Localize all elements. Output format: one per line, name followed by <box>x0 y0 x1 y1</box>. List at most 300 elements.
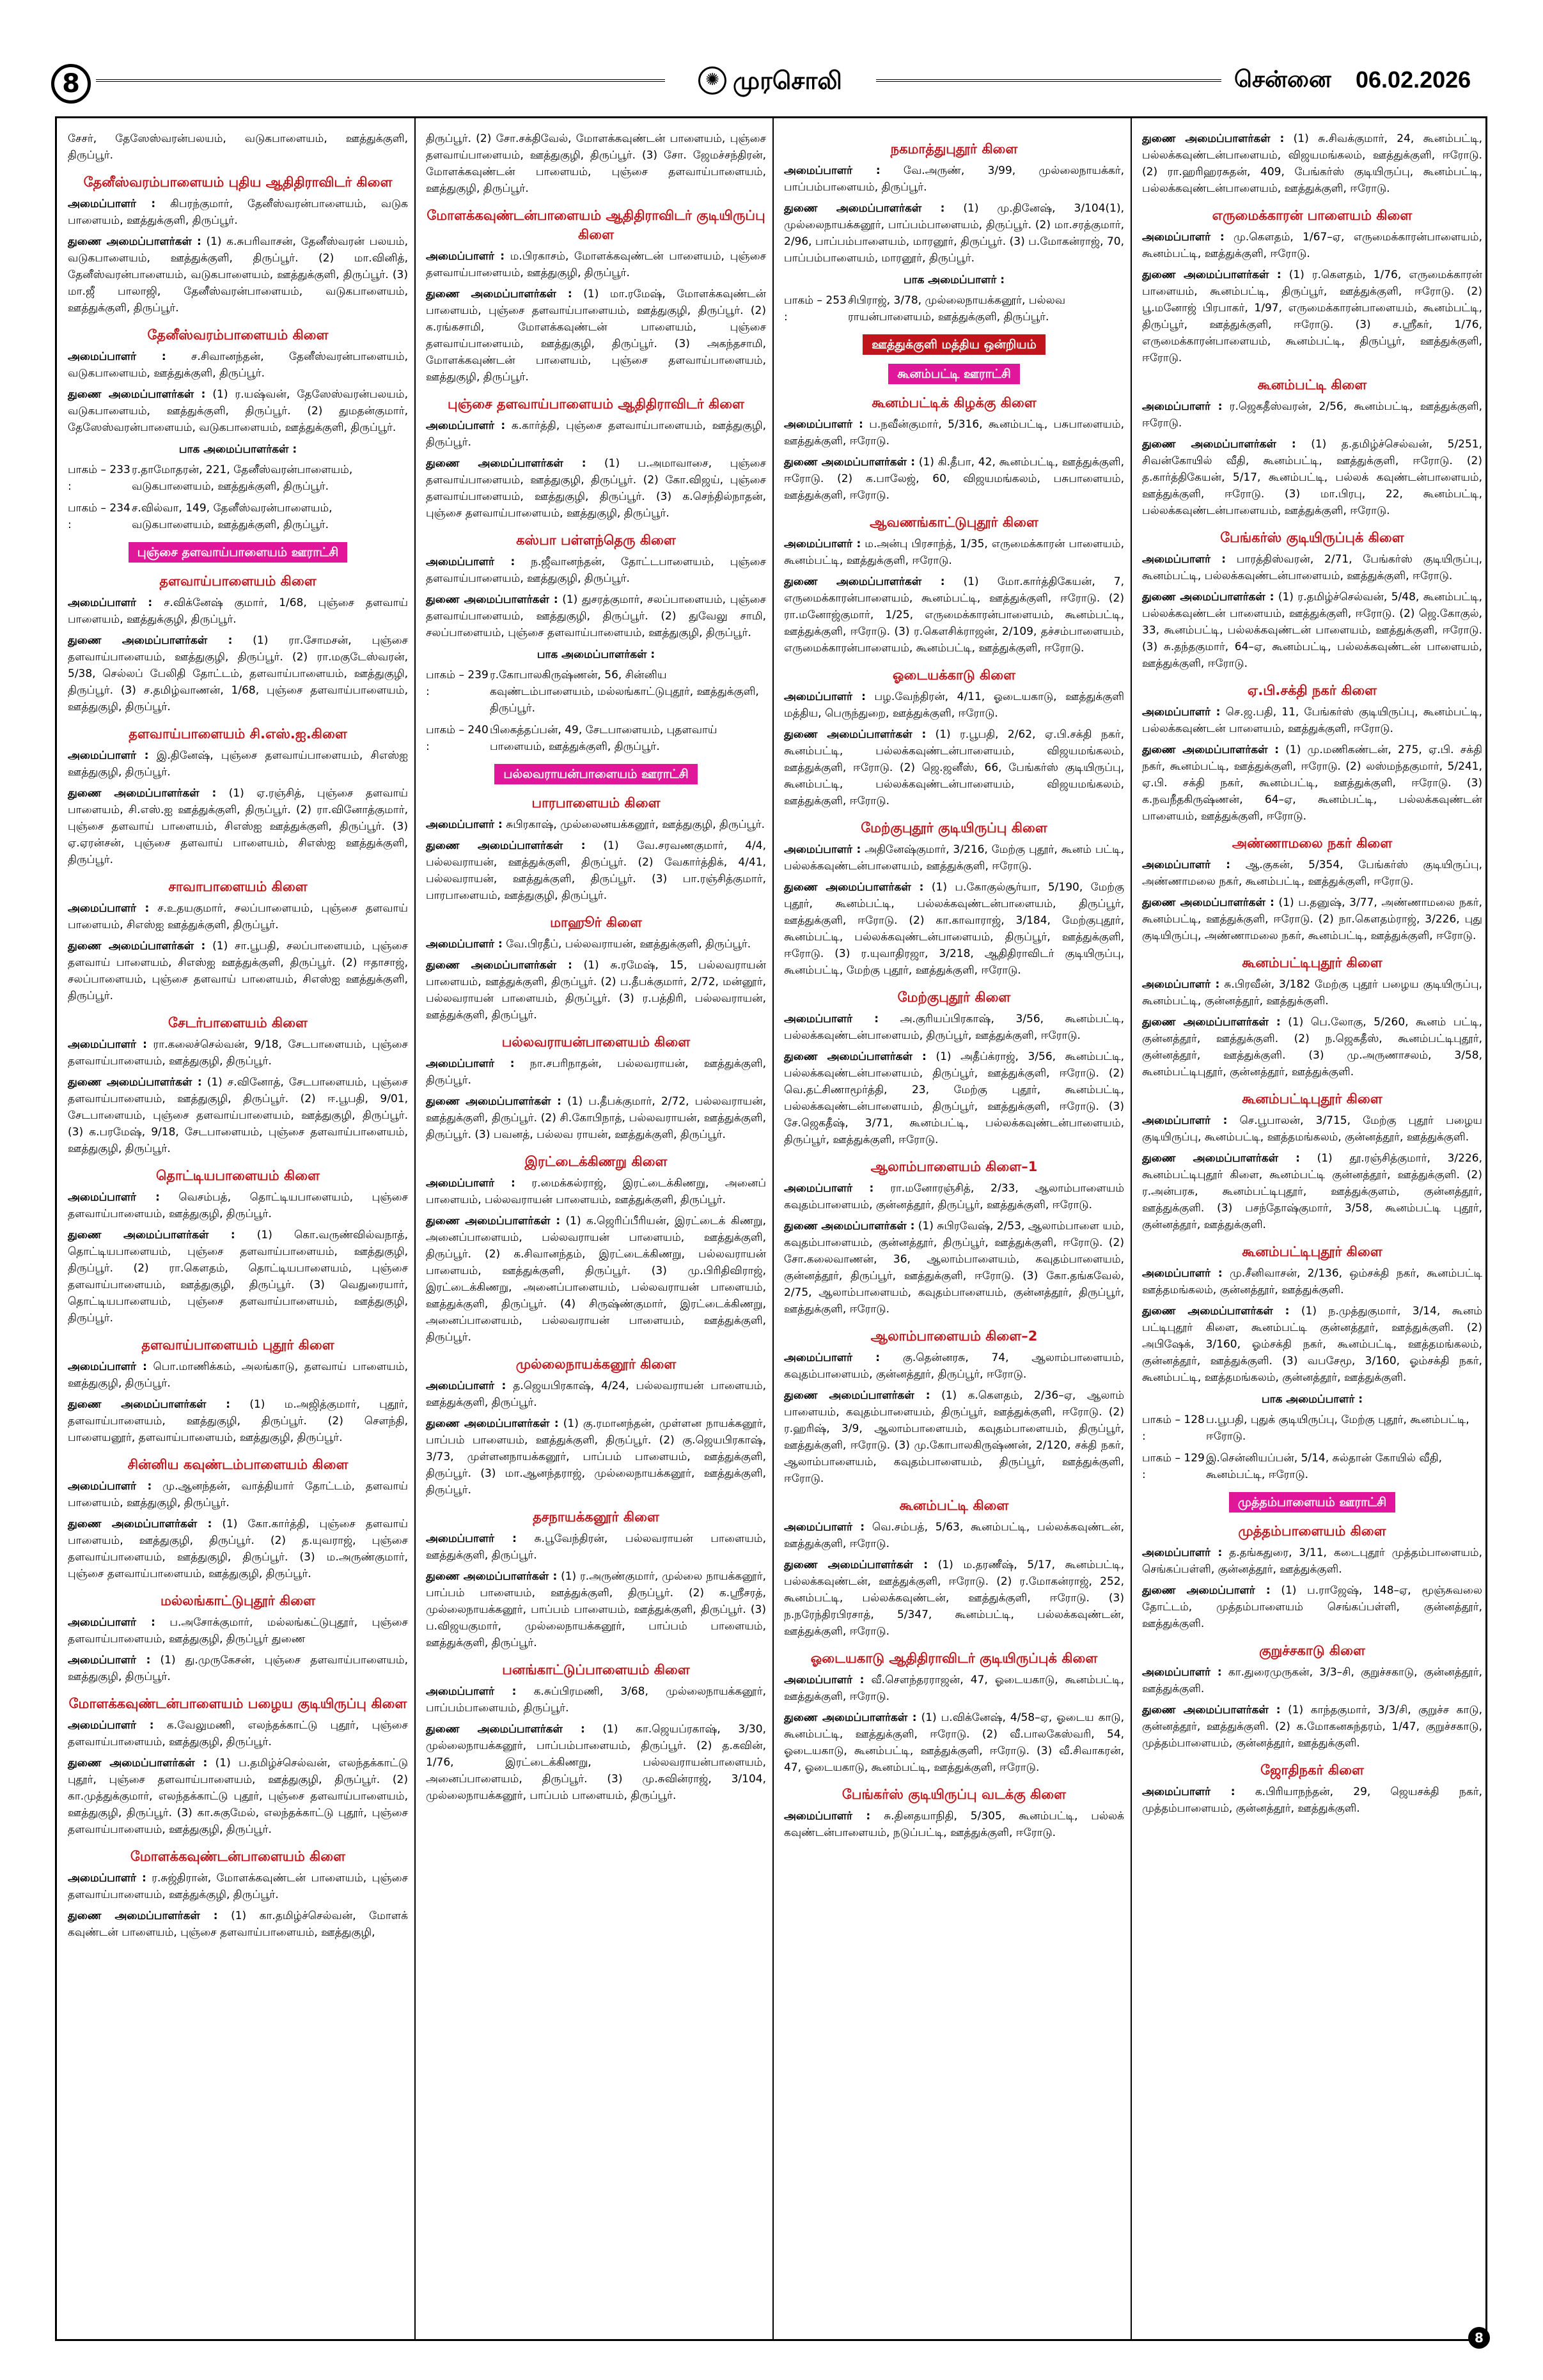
entry-paragraph <box>1142 229 1482 262</box>
booth-details: சிபிராஜ், 3/78, முல்லைநாயக்கனூர், பல்லவ ராயன்பாளையம், ஊத்துக்குளி, திருப்பூர். <box>848 294 1066 323</box>
entry-text: (1) சு.ரமேஷ், 15, பல்லவராயன் பாளையம், ஊத்துக்குளி, திருப்பூர். (2) ப.தீபக்குமார், 2/72, மன்னூர், பல்லவராயன் பாளையம், திருப்பூர். (3) ர.பத்திரி, பல்லவராயன், ஊத்துக்குளி, திருப்பூர். <box>426 959 766 1022</box>
entry-text: (1) த.தமிழ்ச்செல்வன், 5/251, சிவன்கோயில் வீதி, கூனம்பட்டி, ஊத்துக்குளி, ஈரோடு. (2) த.கார்த்திகேயன், 5/17, கூனம்பட்டி, பல்லக் கவுண்டன்பாளையம், ஊத்துக்குளி, ஈரோடு. (3) மா.பிரபு, 22, கூனம்பட்டி, பல்லக்கவுண்டன்பாளையம், ஊத்துக்குளி, ஈரோடு. <box>1142 438 1482 517</box>
branch-heading: பாரபாளையம் கிளை <box>531 795 661 811</box>
entry-paragraph <box>426 1721 766 1804</box>
entry-text: நா.சபரிநாதன், பல்லவராயன், ஊத்துக்குளி, திருப்பூர். <box>426 1057 766 1087</box>
section-banner: பல்லவராயன்பாளையம் ஊராட்சி <box>494 764 697 784</box>
entry-text: வெசம்பத், தொட்டியபாளையம், புஞ்சை தளவாய்பாளையம், ஊத்துகுழி, திருப்பூர். <box>68 1191 408 1220</box>
role-label: துணை அமைப்பாளர்கள் : <box>784 881 924 894</box>
entry-paragraph <box>1142 551 1482 584</box>
entry-paragraph <box>784 1218 1124 1318</box>
entry-paragraph <box>1142 589 1482 672</box>
role-label: அமைப்பாளர் : <box>1142 1785 1235 1798</box>
branch-heading: தொட்டியபாளையம் கிளை <box>155 1168 320 1183</box>
entry-paragraph <box>1142 1265 1482 1298</box>
branch-heading: சாவாபாளையம் கிளை <box>168 879 308 894</box>
role-label: அமைப்பாளர் : <box>68 198 156 210</box>
branch-heading: கூனம்பட்டிபுதூர் கிளை <box>1242 1244 1382 1259</box>
branch-heading: இரட்டைக்கிணறு கிளை <box>524 1154 668 1169</box>
entry-paragraph <box>68 785 408 868</box>
branch-heading: ஓடையக்காடு கிளை <box>892 667 1016 683</box>
entry-text: (1) ம.தரணீஷ், 5/17, கூனம்பட்டி, பல்லக்கவுண்டன், ஊத்துக்குளி, ஈரோடு. (2) ர.மோகன்ராஜ், 252, கூனம்பட்டி, பல்லக்கவுண்டன், ஊத்துக்குளி, ஈரோடு. (3) ந.நரேந்திரபிரசாத், 5/347, கூனம்பட்டி, பல்லக்கவுண்டன், ஊத்துக்குளி, ஈரோடு. <box>784 1559 1124 1638</box>
role-label: அமைப்பாளர் : <box>426 250 505 263</box>
entry-text: (1) துசரத்குமார், சலப்பாளையம், புஞ்சை தளவாய்பாளையம், ஊத்துகுழி, திருப்பூர். (2) துவேலு சாமி, சலப்பாளையம், புஞ்சை தளவாய்பாளையம், ஊத்துகுழி, திருப்பூர். <box>426 593 766 639</box>
booth-details: இ.சென்னியப்பன், 5/14, சுல்தான் கோயில் வீதி, கூனம்பட்டி, ஈரோடு. <box>1206 1452 1442 1481</box>
sub-heading: பாக அமைப்பாளர்கள் : <box>178 443 297 456</box>
branch-heading: தேனீஸ்வரம்பாளையம் புதிய ஆதிதிராவிடர் கிளை <box>83 175 393 190</box>
role-label: அமைப்பாளர் : <box>1142 1114 1228 1127</box>
role-label: துணை அமைப்பாளர்கள் : <box>1142 1305 1290 1318</box>
header-rule-right <box>876 79 1221 82</box>
branch-heading: அண்ணாமலை நகர் கிளை <box>1232 836 1393 851</box>
role-label: துணை அமைப்பாளர்கள் : <box>68 1229 235 1241</box>
page-number-badge: 8 <box>51 64 91 104</box>
branch-heading: கூனம்பட்டிபுதூர் கிளை <box>1242 955 1382 970</box>
branch-heading: மோளக்கவுண்டன்பாளையம் ஆதிதிராவிடர் குடியிருப்பு கிளை <box>427 208 765 242</box>
entry-text: வீ.செளந்தரராஜன், 47, ஓடையகாடு, கூனம்பட்டி, ஊத்துக்குளி, ஈரோடு. <box>784 1674 1124 1703</box>
branch-heading: மோளக்கவுண்டன்பாளையம் கிளை <box>130 1849 346 1864</box>
role-label: துணை அமைப்பாளர்கள் : <box>784 1559 928 1571</box>
masthead-title: முரசொலி <box>733 66 842 95</box>
role-label: அமைப்பாளர் : <box>1142 706 1221 719</box>
entry-paragraph <box>784 454 1124 504</box>
role-label: துணை அமைப்பாளர்கள் : <box>426 1095 561 1108</box>
entry-text: ம.பிரகாசம், மோளக்கவுண்டன் பாளையம், புஞ்சை தளவாய்பாளையம், ஊத்துகுழி, திருப்பூர். <box>426 250 766 279</box>
entry-paragraph <box>68 747 408 781</box>
branch-heading: நகமாத்துபுதூர் கிளை <box>890 141 1018 157</box>
entry-paragraph <box>426 816 766 833</box>
page-header <box>51 64 1492 101</box>
entry-text: க.பிரியாநந்தன், 29, ஜெயசக்தி நகர், முத்தம்பாளையம், குன்னத்தூர், ஊத்துக்குளி. <box>1142 1785 1482 1815</box>
role-label: அமைப்பாளர் : <box>68 1719 154 1732</box>
entry-text: ர.ஜெகதீஸ்வரன், 2/56, கூனம்பட்டி, ஊத்துக்குளி, ஈரோடு. <box>1142 400 1482 430</box>
entry-paragraph <box>784 688 1124 722</box>
entry-paragraph <box>784 1387 1124 1487</box>
role-label: துணை அமைப்பாளர்கள் : <box>68 1757 208 1769</box>
entry-text: (1) து.முருகேசன், புஞ்சை தளவாய்பாளையம், ஊத்துகுழி, திருப்பூர். <box>68 1654 408 1683</box>
role-label: துணை அமைப்பாளர்கள் : <box>784 1220 915 1233</box>
entry-paragraph <box>784 1180 1124 1213</box>
entry-text: (1) ப.தனுஷ், 3/77, அண்ணாமலை நகர், கூனம்பட்டி, ஊத்துக்குளி, ஈரோடு. (2) நா.கௌதம்ராஜ், 3/226, புது குடியிருப்பு, அண்ணாமலை நகர், கூனம்பட்டி, ஊத்துக்குளி, ஈரோடு. <box>1142 896 1482 942</box>
entry-paragraph <box>426 455 766 522</box>
role-label: துணை அமைப்பாளர்கள் : <box>1142 591 1274 603</box>
branch-heading: ஏ.பி.சக்தி நகர் கிளை <box>1247 683 1377 698</box>
role-label: அமைப்பாளர் : <box>1142 231 1225 244</box>
entry-text: (1) சுபிரவேஷ், 2/53, ஆலாம்பாளை யம், கவுதம்பாளையம், குன்னத்தூர், திருப்பூர், ஊத்துக்குளி, ஈரோடு. (2) சோ.கலைவாணன், 36, ஆலாம்பாளையம், கவுதம்பாளையம், குன்னத்தூர், திருப்பூர், ஊத்துக்குளி, ஈரோடு. (3) கோ.தங்கவேல், 2/75, ஆலாம்பாளையம், கவுதம்பாளையம், குன்னத்தூர், திருப்பூர், ஊத்துக்குளி, ஈரோடு. <box>784 1220 1124 1316</box>
role-label: துணை அமைப்பாளர்கள் : <box>784 1050 927 1063</box>
role-label: துணை அமைப்பாளர்கள் : <box>68 634 233 647</box>
role-label: அமைப்பாளர் : <box>1142 400 1223 413</box>
entry-text: (1) கி.தீபா, 42, கூனம்பட்டி, ஊத்துக்குளி, ஈரோடு. (2) க.பாலேஜ், 60, விஜயமங்கலம், பசுபாளையம், ஊத்துக்குளி, ஈரோடு. <box>784 456 1124 502</box>
entry-text: (1) க.சுபரிவாசன், தேனீஸ்வரன் பலயம், வடுகபாளையம், ஊத்துக்குளி, திருப்பூர். (2) மா.வினித், தேனீஸ்வரன்பாளையம், வடுகபாளையம், ஊத்துக்குளி, திருப்பூர். (3) மா.ஜீ பாலாஜி, தேனீஸ்வரன்பாளையம், வடுகபாளையம், ஊத்துக்குளி, திருப்பூர். <box>68 235 408 315</box>
entry-paragraph <box>68 1358 408 1392</box>
entry-paragraph <box>68 1074 408 1157</box>
branch-heading: முத்தம்பாளையம் கிளை <box>1238 1523 1386 1539</box>
role-label: துணை அமைப்பாளர்கள் : <box>1142 1152 1300 1165</box>
entry-text: (1) ம.அஜித்குமார், புதூர், தளவாய்பாளையம், ஊத்துகுழி, திருப்பூர். (2) சௌந்தி, பாளையனூர், தளவாய்பாளையம், ஊத்துகுழி, திருப்பூர். <box>68 1398 408 1444</box>
entry-paragraph <box>68 1652 408 1685</box>
entry-paragraph <box>426 417 766 451</box>
entry-paragraph <box>426 591 766 641</box>
booth-entry <box>784 292 1124 325</box>
branch-heading: மாஹூர் கிளை <box>550 915 642 930</box>
column-divider <box>1131 116 1132 2341</box>
entry-paragraph <box>426 1175 766 1208</box>
entry-text: (1) வே.சரவணகுமார், 4/4, பல்லவராயன், ஊத்துக்குளி, திருப்பூர். (2) வேகார்த்திக், 4/41, பல்லவராயன், ஊத்துக்குளி, திருப்பூர். (3) பா.ரஞ்சித்குமார், பாரபாளையம், ஊத்துகுழி, திருப்பூர். <box>426 839 766 902</box>
entry-paragraph <box>784 726 1124 809</box>
entry-text: (1) ர.கௌதம், 1/76, எருமைக்காரன் பாளையம், கூனம்பட்டி, திருப்பூர், ஊத்துக்குளி, ஈரோடு. (2) பூ.மனோஜ் பிரபாகர், 1/97, எருமைக்காரன்பாளையம், கூனம்பட்டி, திருப்பூர், ஊத்துக்குளி, ஈரோடு. (3) ச.ஸ்ரீகர், 1/76, எருமைக்காரன்பாளையம், கூனம்பட்டி, திருப்பூர், ஊத்துக்குளி, ஈரோடு. <box>1142 268 1482 364</box>
role-label: துணை அமைப்பாளர்கள் : <box>784 1711 917 1724</box>
entry-paragraph <box>426 936 766 953</box>
sub-heading: பாக அமைப்பாளர்கள் : <box>537 648 655 661</box>
entry-text: க.கார்த்தி, புஞ்சை தளவாய்பாளையம், ஊத்துகுழி, திருப்பூர். <box>426 419 766 449</box>
role-label: அமைப்பாளர் : <box>426 1380 506 1392</box>
entry-paragraph <box>784 1048 1124 1148</box>
role-label: அமைப்பாளர் : <box>784 1810 871 1823</box>
entry-text: கு.தென்னரசு, 74, ஆலாம்பாளையம், கவுதம்பாளையம், குன்னத்தூர், திருப்பூர், ஈரோடு. <box>784 1351 1124 1381</box>
role-label: அமைப்பாளர் : <box>1142 1666 1222 1679</box>
branch-heading: ஆலாம்பாளையம் கிளை–2 <box>870 1328 1038 1344</box>
booth-entry <box>426 722 766 755</box>
entry-text: (1) மு.தினேஷ், 3/104(1), முல்லைநாயக்கனூர், பாப்பம்பாளையம், திருப்பூர். (2) மா.சரத்குமார், 2/96, பாப்பம்பாளையம், மாரனூர், திருப்பூர். (3) ப.மோகன்ராஜ், 70, பாப்பம்பாளையம், மாரனூர், திருப்பூர். <box>784 202 1124 265</box>
section-banner: முத்தம்பாளையம் ஊராட்சி <box>1229 1492 1395 1513</box>
entry-paragraph <box>1142 1582 1482 1632</box>
entry-paragraph <box>1142 704 1482 737</box>
role-label: துணை அமைப்பாளர்கள் : <box>784 575 945 588</box>
role-label: அமைப்பாளர் : <box>784 1521 865 1534</box>
entry-text: சேசர், தேஸேஸ்வரன்பலயம், வடுகபாளையம், ஊத்துக்குளி, திருப்பூர். <box>68 132 408 162</box>
entry-paragraph <box>784 200 1124 267</box>
entry-paragraph <box>68 1870 408 1903</box>
role-label: அமைப்பாளர் : <box>68 1616 155 1629</box>
footer-page-number: 8 <box>1468 2327 1490 2349</box>
role-label: துணை அமைப்பாளர்கள் : <box>1142 268 1281 281</box>
entry-paragraph <box>784 1349 1124 1383</box>
entry-paragraph <box>1142 857 1482 890</box>
role-label: துணை அமைப்பாளர் : <box>1142 1584 1271 1597</box>
entry-text: ச.சிவானந்தன், தேனீஸ்வரன்பாளையம், வடுகபாளையம், ஊத்துக்குளி, திருப்பூர். <box>68 350 408 380</box>
branch-heading: முல்லைநாயக்கனூர் கிளை <box>515 1357 677 1372</box>
entry-text: (1) ந.முத்துகுமார், 3/14, கூனம் பட்டிபுதூர் கிளை, கூனம்பட்டி குன்னத்தூர், ஊத்துக்குளி. (2) அபிஷேக், 3/160, ஓம்சக்தி நகர், கூனம்பட்டி, ஊத்தமங்கலம், குன்னத்தூர், ஊத்துக்குளி. (3) வபசேமூ, 3/160, ஓம்சக்தி நகர், கூனம்பட்டி, ஊத்தமங்கலம், குன்னத்தூர், ஊத்துக்குளி. <box>1142 1305 1482 1384</box>
booth-details: பிகைத்தப்பன், 49, சேடபாளையம், புதளவாய் பாளையம், ஊத்துக்குளி, திருப்பூர். <box>490 724 717 753</box>
role-label: அமைப்பாளர் : <box>68 1360 147 1373</box>
entry-text: (1) மா.ரமேஷ், மோளக்கவுண்டன் பாளையம், புஞ்சை தளவாய்பாளையம், ஊத்துகுழி, திருப்பூர். (2) க.ரங்கசாமி, மோளக்கவுண்டன் பாளையம், புஞ்சை தளவாய்பாளையம், ஊத்துகுழி, திருப்பூர். (3) அகந்தசாமி, மோளக்கவுண்டன் பாளையம், புஞ்சை தளவாய்பாளையம், ஊத்துகுழி, திருப்பூர். <box>426 288 766 384</box>
branch-heading: தளவாய்பாளையம் புதூர் கிளை <box>141 1337 334 1353</box>
role-label: துணை அமைப்பாளர்கள் : <box>68 1076 202 1089</box>
branch-heading: தளவாய்பாளையம் சி.எஸ்.ஐ.கிளை <box>129 726 347 742</box>
entry-paragraph <box>68 1516 408 1582</box>
text-column-3 <box>784 130 1124 2329</box>
entry-text: ப.நவீன்குமார், 5/316, கூனம்பட்டி, பசுபாளையம், ஊத்துக்குளி, ஈரோடு. <box>784 418 1124 447</box>
text-column-2 <box>426 130 766 2329</box>
booth-entry <box>1142 1450 1482 1483</box>
entry-paragraph <box>68 1189 408 1222</box>
entry-text: மு.சீனிவாசன், 2/136, ஒம்சக்தி நகர், கூனம்பட்டி ஊத்தமங்கலம், குன்னத்தூர், ஊத்துக்குளி. <box>1142 1267 1482 1296</box>
entry-paragraph <box>68 595 408 628</box>
role-label: துணை அமைப்பாளர்கள் : <box>426 839 586 852</box>
entry-text: க.வேலுமணி, எலந்தக்காட்டு புதூர், புஞ்சை தளவாய்பாளையம், ஊத்துகுழி, திருப்பூர். <box>68 1719 408 1748</box>
entry-paragraph <box>1142 1150 1482 1233</box>
entry-paragraph <box>784 536 1124 569</box>
role-label: அமைப்பாளர் : <box>68 1872 146 1885</box>
entry-text: (1) ப.ராஜேஷ், 148–ஏ, மூஞ்சுவலை தோட்டம், முத்தம்பாளையம் செங்கப்பள்ளி, குன்னத்தூர், ஊத்துக்குளி. <box>1142 1584 1482 1630</box>
entry-paragraph <box>784 416 1124 449</box>
role-label: அமைப்பாளர் : <box>784 164 881 177</box>
entry-text: ப.அசோக்குமார், மல்லங்கட்டுபுதூர், புஞ்சை தளவாய்பாளையம், ஊத்துகுழி, திருப்பூர் துணை <box>68 1616 408 1645</box>
entry-paragraph <box>784 1011 1124 1044</box>
entry-paragraph <box>68 938 408 1004</box>
branch-heading: கூனம்பட்டி கிளை <box>1257 377 1367 393</box>
entry-paragraph <box>1142 1014 1482 1080</box>
entry-text: ஆ.குகன், 5/354, பேங்கர்ஸ் குடியிருப்பு, அண்ணாமலை நகர், கூனம்பட்டி, ஊத்துக்குளி, ஈரோடு. <box>1142 859 1482 888</box>
branch-heading: மோளக்கவுண்டன்பாளையம் பழைய குடியிருப்பு கிளை <box>68 1696 407 1711</box>
role-label: துணை அமைப்பாளர்கள் : <box>784 1389 930 1402</box>
role-label: அமைப்பாளர் : <box>426 1532 517 1545</box>
entry-paragraph <box>1142 267 1482 366</box>
booth-number: பாகம் – 233 : <box>68 463 130 493</box>
role-label: துணை அமைப்பாளர்கள் : <box>784 728 927 741</box>
branch-heading: சின்னிய கவுண்டம்பாளையம் கிளை <box>127 1457 349 1472</box>
entry-text: (1) கா.ஜெயப்ரகாஷ், 3/30, முல்லைநாயக்கனூர், பாப்பம்பாளையம், திருப்பூர். (2) த.கவின், 1/76, இரட்டைக்கிணறு, பல்லவராயன்பாளையம், அனைப்பாளையம், திருப்பூர். (3) மு.சுவின்ராஜ், 3/104, முல்லைநாயக்கனூர், பாப்பம் பாளையம், திருப்பூர். <box>426 1723 766 1802</box>
entry-paragraph <box>68 348 408 382</box>
entry-paragraph <box>68 1717 408 1750</box>
entry-paragraph <box>784 573 1124 657</box>
branch-heading: சேடர்பாளையம் கிளை <box>168 1015 308 1031</box>
branch-heading: தளவாய்பாளையம் கிளை <box>159 573 317 589</box>
entry-text: (1) கோ.கார்த்தி, புஞ்சை தளவாய் பாளையம், ஊத்துகுழி, திருப்பூர். (2) த.யுவராஜ், புஞ்சை தளவாய்பாளையம், ஊத்துகுழி, திருப்பூர். (3) ம.அருண்குமார், புஞ்சை தளவாய்பாளையம், ஊத்துகுழி, திருப்பூர். <box>68 1518 408 1580</box>
entry-paragraph <box>1142 1664 1482 1697</box>
booth-details: ப.பூபதி, புதுக் குடியிருப்பு, மேற்கு புதூர், கூனம்பட்டி, ஈரோடு. <box>1206 1413 1469 1443</box>
role-label: அமைப்பாளர் : <box>68 1038 147 1051</box>
entry-text: (1) ப.தீபக்குமார், 2/72, பல்லவராயன், ஊத்துக்குளி, திருப்பூர். (2) சி.கோபிநாத், பல்லவராயன், ஊத்துக்குளி, திருப்பூர். (3) பவனத், பல்லவ ராயன், ஊத்துக்குளி, திருப்பூர். <box>426 1095 766 1141</box>
branch-heading: ஆவணங்காட்டுபுதூர் கிளை <box>870 515 1038 530</box>
role-label: அமைப்பாளர் : <box>784 843 861 856</box>
entry-paragraph <box>784 1672 1124 1705</box>
entry-paragraph <box>1142 894 1482 944</box>
booth-number: பாகம் – 234 : <box>68 502 130 531</box>
role-label: அமைப்பாளர் : <box>426 556 515 568</box>
entry-text: (1) ப.கோகுல்சூர்யா, 5/190, மேற்கு புதூர், கூனம்பட்டி, பல்லக்கவுண்டன்பாளையம், திருப்பூர், ஊத்துக்குளி, ஈரோடு. (2) கா.காவாராஜ், 3/184, மேற்குபுதூர், கூனம்பட்டி, பல்லக்கவுண்டன்பாளையம், திருப்பூர், ஊத்துக்குளி, ஈரோடு. (3) ர.யுவாதிரஜா, 3/218, ஆதிதிராவிடர் குடியிருப்பு, கூனம்பட்டி, மேற்கு புதூர், ஊத்துக்குளி, ஈரோடு. <box>784 881 1124 977</box>
entry-text: (1) ர.பூபதி, 2/62, ஏ.பி.சக்தி நகர், கூனம்பட்டி, பல்லக்கவுண்டன்பாளையம், விஜயமங்கலம், ஊத்துக்குளி, ஈரோடு. (2) ஜெ.ஜனீஸ், 66, பேங்கர்ஸ் குடியிருப்பு, கூனம்பட்டி, பல்லக்கவுண்டன்பாளையம், விஜயமங்கலம், ஊத்துக்குளி, ஈரோடு. <box>784 728 1124 807</box>
entry-text: செ.பூபாலன், 3/715, மேற்கு புதூர் பழைய குடியிருப்பு, கூனம்பட்டி, ஊத்தமங்கலம், குன்னத்தூர், ஊத்துக்குளி. <box>1142 1114 1482 1144</box>
role-label: அமைப்பாளர் : <box>784 690 866 703</box>
text-column-4 <box>1142 130 1482 2329</box>
entry-text: கா.துரைமுருகன், 3/3–சி, குறுச்சகாடு, குன்னத்தூர், ஊத்துக்குளி. <box>1142 1666 1482 1695</box>
role-label: அமைப்பாளர் : <box>68 1654 151 1667</box>
section-banner: கூனம்பட்டி ஊராட்சி <box>888 364 1019 384</box>
entry-paragraph <box>68 632 408 715</box>
edition-date: 06.02.2026 <box>1356 66 1471 93</box>
entry-text: (1) காந்தகுமார், 3/3/சி, குறுச்ச காடு, குன்னத்தூர், ஊத்துக்குளி. (2) க.மோகனசுந்தரம், 1/47, குறுச்சகாடு, முத்தம்பாளையம், குன்னத்தூர், ஊத்துக்குளி. <box>1142 1704 1482 1750</box>
role-label: அமைப்பாளர் : <box>426 1177 515 1190</box>
entry-paragraph <box>426 554 766 587</box>
entry-text: மு.ஆனந்தன், வாத்தியார் தோட்டம், தளவாய் பாளையம், ஊத்துகுழி, திருப்பூர். <box>68 1480 408 1509</box>
role-label: துணை அமைப்பாளர்கள் : <box>1142 743 1280 756</box>
sub-heading: பாக அமைப்பாளர் : <box>1261 1393 1363 1406</box>
role-label: துணை அமைப்பாளர்கள் : <box>1142 438 1296 451</box>
column-divider <box>414 116 416 2341</box>
branch-heading: கூனம்பட்டி கிளை <box>899 1498 1009 1513</box>
entry-text: (1) ர.யஷ்வன், தேஸேஸ்வரன்பலயம், வடுகபாளையம், ஊத்துக்குளி, திருப்பூர். (2) துமதன்குமார், தேஸேஸ்வரன்பாளையம், வடுகபாளையம், ஊத்துக்குளி, திருப்பூர். <box>68 388 408 434</box>
entry-text: ரா.மனோரஞ்சித், 2/33, ஆலாம்பாளையம் கவுதம்பாளையம், குன்னத்தூர், திருப்பூர், ஊத்துக்குளி, ஈரோடு. <box>784 1182 1124 1211</box>
entry-text: வெ.சம்பத், 5/63, கூனம்பட்டி, பல்லக்கவுண்டன், ஊத்துக்குளி, ஈரோடு. <box>784 1521 1124 1550</box>
booth-details: ர.தாமோதரன், 221, தேனீஸ்வரன்பாளையம், வடுகபாளையம், ஊத்துக்குளி, திருப்பூர். <box>132 463 353 493</box>
role-label: அமைப்பாளர் : <box>1142 1267 1223 1280</box>
booth-details: ர.கோபாலகிருஷ்ணன், 56, சின்னிய கவுண்டம்பாளையம், மல்லங்காட்டுபுதூர், ஊத்துக்குளி, திருப்பூர். <box>490 669 759 715</box>
role-label: துணை அமைப்பாளர்கள் : <box>426 959 572 972</box>
role-label: துணை அமைப்பாளர்கள் : <box>426 1215 561 1227</box>
entry-text: (1) க.ஜெரிப்பீரியன், இரட்டைக் கிணறு, அனைப்பாளையம், பல்லவராயன் பாளையம், ஊத்துக்குளி, திருப்பூர். (2) க.சிவானந்தம், இரட்டைக்கிணறு, பல்லவராயன் பாளையம், ஊத்துக்குளி, திருப்பூர். (3) மு.பிரிதிவிராஜ், இரட்டைக்கிணறு, அனைப்பாளையம், பல்லவராயன் பாளையம், ஊத்துக்குளி, திருப்பூர். (4) சிருஷ்ண்குமார், இரட்டைக்கிணறு, அனைப்பாளையம், பல்லவராயன் பாளையம், ஊத்துக்குளி, திருப்பூர். <box>426 1215 766 1344</box>
role-label: அமைப்பாளர் : <box>68 902 150 915</box>
role-label: அமைப்பாளர் : <box>784 1351 881 1364</box>
role-label: அமைப்பாளர் : <box>68 596 153 609</box>
entry-paragraph <box>1142 1544 1482 1578</box>
entry-paragraph <box>426 248 766 281</box>
branch-heading: தசநாயக்கனூர் கிளை <box>533 1509 659 1525</box>
entry-paragraph <box>68 1396 408 1446</box>
role-label: துணை அமைப்பாளர்கள் : <box>68 235 201 248</box>
branch-heading: மல்லங்காட்டுபுதூர் கிளை <box>160 1593 316 1608</box>
role-label: அமைப்பாளர் : <box>426 1685 517 1698</box>
branch-heading: மேற்குபுதூர் கிளை <box>897 990 1011 1005</box>
branch-heading: கூனம்பட்டிக் கிழக்கு கிளை <box>872 395 1037 410</box>
entry-paragraph <box>68 130 408 164</box>
entry-paragraph <box>784 1557 1124 1640</box>
role-label: அமைப்பாளர் : <box>426 419 506 432</box>
role-label: துணை அமைப்பாளர்கள் : <box>426 288 572 300</box>
role-label: துணை அமைப்பாளர்கள் : <box>426 457 586 470</box>
entry-paragraph <box>68 1755 408 1838</box>
branch-heading: கூனம்பட்டிபுதூர் கிளை <box>1242 1091 1382 1107</box>
entry-paragraph <box>426 1055 766 1089</box>
booth-number: பாகம் – 128 : <box>1142 1413 1205 1443</box>
entry-text: சு.பூவேந்திரன், பல்லவராயன் பாளையம், ஊத்துக்குளி, திருப்பூர். <box>426 1532 766 1562</box>
entry-paragraph <box>68 233 408 316</box>
booth-entry <box>426 667 766 717</box>
branch-heading: பேங்கர்ஸ் குடியிருப்பு வடக்கு கிளை <box>842 1787 1067 1802</box>
entry-paragraph <box>68 1227 408 1326</box>
branch-heading: குறுச்சகாடு கிளை <box>1259 1643 1365 1658</box>
entry-text: மு.கௌதம், 1/67–ஏ, எருமைக்காரன்பாளையம், கூனம்பட்டி, ஊத்துக்குளி, ஈரோடு. <box>1142 231 1482 260</box>
entry-text: (1) ப.அமாவாசை, புஞ்சை தளவாய்பாளையம், ஊத்துகுழி, திருப்பூர். (2) கோ.விஜய், புஞ்சை தளவாய்பாளையம், ஊத்துகுழி, திருப்பூர். (3) க.செந்தில்நாதன், புஞ்சை தளவாய்பாளையம், ஊத்துகுழி, திருப்பூர். <box>426 457 766 520</box>
entry-paragraph <box>426 1530 766 1564</box>
entry-paragraph <box>784 1709 1124 1776</box>
role-label: துணை அமைப்பாளர்கள் : <box>426 593 558 606</box>
entry-text: வே.அருண், 3/99, முல்லைநாயக்கர், பாப்பம்பாளையம், திருப்பூர். <box>784 164 1124 194</box>
branch-heading: மேற்குபுதூர் குடியிருப்பு கிளை <box>861 820 1047 836</box>
role-label: துணை அமைப்பாளர்கள் : <box>426 1723 585 1736</box>
branch-heading: பல்லவராயன்பாளையம் கிளை <box>501 1034 691 1050</box>
entry-text: (1) சு.சிவக்குமார், 24, கூனம்பட்டி, பல்லக்கவுண்டன்பாளையம், விஜயமங்கலம், ஊத்துக்குளி, ஈரோடு. (2) ரா.ஹரிஹரசுதன், 409, பேங்கர்ஸ் குடியிருப்பு, கூனம்பட்டி, பல்லக்கவுண்டன்பாளையம், ஊத்துக்குளி, ஈரோடு. <box>1142 132 1482 195</box>
logo-icon: ✺ <box>698 66 726 95</box>
role-label: அமைப்பாளர் : <box>426 818 503 831</box>
entry-text: (1) ப.விக்னேஷ், 4/58–ஏ, ஓடைய காடு, கூனம்பட்டி, ஊத்துக்குளி, ஈரோடு. (2) வீ.பாலகேஸ்வரி, 54, ஓடையகாடு, கூனம்பட்டி, ஊத்துக்குளி, ஈரோடு. (3) வீ.சிவாகரன், 47, ஓடையகாடு, கூனம்பட்டி, ஊத்துக்குளி, ஈரோடு. <box>784 1711 1124 1774</box>
entry-text: ச.விக்னேஷ் குமார், 1/68, புஞ்சை தளவாய் பாளையம், ஊத்துக்குழி, திருப்பூர். <box>68 596 408 626</box>
booth-number: பாகம் – 240 : <box>426 724 489 753</box>
entry-text: (1) அதீப்க்ராஜ், 3/56, கூனம்பட்டி, பல்லக்கவுண்டன்பாளையம், திருப்பூர், ஊத்துக்குளி, ஈரோடு. (2) வெ.தட்சிணாமூர்த்தி, 23, மேற்கு புதூர், கூனம்பட்டி, பல்லக்கவுண்டன்பாளையம், திருப்பூர், ஊத்துக்குளி, ஈரோடு. (3) சே.ஜெகதீஷ், 3/71, கூனம்பட்டி, பல்லக்கவுண்டன்பாளையம், திருப்பூர், ஊத்துக்குளி, ஈரோடு. <box>784 1050 1124 1146</box>
booth-number: பாகம் – 239 : <box>426 669 489 698</box>
booth-entry <box>1142 1412 1482 1445</box>
role-label: அமைப்பாளர் : <box>1142 553 1226 566</box>
entry-text: (1) ரா.சோமசன், புஞ்சை தளவாய்பாளையம், ஊத்துகுழி, திருப்பூர். (2) ரா.மகுடேஸ்வரன், 5/38, செல்லப் பேலிதி தோட்டம், தளவாய்பாளையம், ஊத்துகுழி, திருப்பூர். (3) ச.தமிழ்வாணன், 1/68, புஞ்சை தளவாய்பாளையம், ஊத்துகுழி, திருப்பூர். <box>68 634 408 713</box>
entry-paragraph <box>426 1093 766 1143</box>
entry-text: (1) க.கௌதம், 2/36–ஏ, ஆலாம் பாளையம், கவுதம்பாளையம், திருப்பூர், ஊத்துக்குளி, ஈரோடு. (2) ர.ஹரிஷ், 3/9, ஆலாம்பாளையம், கவுதம்பாளையம், திருப்பூர், ஊத்துக்குளி, ஈரோடு. (3) மு.கோபாலகிருஷ்ணன், 2/120, சக்தி நகர், ஆலாம்பாளையம், கவுதம்பாளையம், திருப்பூர், ஊத்துக்குளி, ஈரோடு. <box>784 1389 1124 1485</box>
entry-text: ர.மைக்கல்ராஜ், இரட்டைக்கிணறு, அனைப் பாளையம், பல்லவராயன் பாளையம், ஊத்துக்குளி, திருப்பூர். <box>426 1177 766 1206</box>
section-banner: ஊத்துக்குளி மத்திய ஒன்றியம் <box>863 334 1046 355</box>
role-label: துணை அமைப்பாளர்கள் : <box>426 1570 558 1583</box>
entry-text: த.ஜெயபிரகாஷ், 4/24, பல்லவராயன் பாளையம், ஊத்துக்குளி, திருப்பூர். <box>426 1380 766 1409</box>
entry-paragraph <box>784 162 1124 196</box>
entry-paragraph <box>1142 1784 1482 1817</box>
role-label: அமைப்பாளர் : <box>784 1013 879 1025</box>
section-banner: புஞ்சை தளவாய்பாளையம் ஊராட்சி <box>129 542 348 563</box>
booth-entry <box>68 500 408 533</box>
role-label: துணை அமைப்பாளர்கள் : <box>1142 132 1285 145</box>
entry-text: க.சுப்பிரமணி, 3/68, முல்லைநாயக்கனூர், பாப்பம்பாளையம், திருப்பூர். <box>426 1685 766 1715</box>
branch-heading: கஸ்பா பள்ளந்தெரு கிளை <box>516 533 676 548</box>
entry-paragraph <box>68 386 408 436</box>
entry-paragraph <box>426 130 766 197</box>
branch-heading: ஆலாம்பாளையம் கிளை–1 <box>870 1159 1038 1174</box>
entry-paragraph <box>1142 130 1482 197</box>
booth-details: ச.வில்வா, 149, தேனீஸ்வரன்பாளையம், வடுகபாளையம், ஊத்துக்குளி, திருப்பூர். <box>132 502 333 531</box>
entry-paragraph <box>426 1683 766 1716</box>
text-column-1 <box>68 130 408 2329</box>
entry-text: செ.ஜ.பதி, 11, பேங்கர்ஸ் குடியிருப்பு, கூனம்பட்டி, பல்லக்கவுண்டன் பாளையம், ஊத்துக்குளி, ஈரோடு. <box>1142 706 1482 735</box>
role-label: துணை அமைப்பாளர்கள் : <box>68 1398 231 1411</box>
entry-text: வே.பிரதீப், பல்லவராயன், ஊத்துக்குளி, திருப்பூர். <box>506 938 751 951</box>
role-label: துணை அமைப்பாளர்கள் : <box>1142 1704 1281 1716</box>
entry-paragraph <box>1142 976 1482 1009</box>
branch-heading: எருமைக்காரன் பாளையம் கிளை <box>1212 208 1413 223</box>
entry-paragraph <box>426 837 766 904</box>
entry-text: பொ.மாணிக்கம், அலங்காடு, தளவாய் பாளையம், ஊத்துகுழி, திருப்பூர். <box>68 1360 408 1390</box>
role-label: அமைப்பாளர் : <box>784 538 861 550</box>
role-label: துணை அமைப்பாளர்கள் : <box>68 1909 218 1922</box>
role-label: துணை அமைப்பாளர்கள் : <box>426 1417 559 1430</box>
entry-paragraph <box>68 1036 408 1069</box>
branch-heading: ஜோதிநகர் கிளை <box>1260 1762 1364 1778</box>
entry-text: (1) ச.வினோத், சேடபாளையம், புஞ்சை தளவாய்பாளையம், ஊத்துகுழி, திருப்பூர். (2) ஈ.பூபதி, 9/01, சேடபாளையம், புஞ்சை தளவாய்பாளையம், ஊத்துகுழி, திருப்பூர். (3) க.பரமேஷ், 9/18, சேடபாளையம், புஞ்சை தளவாய்பாளையம், ஊத்துகுழி, திருப்பூர். <box>68 1076 408 1155</box>
branch-heading: பனங்காட்டுப்பாளையம் கிளை <box>502 1662 690 1677</box>
entry-paragraph <box>1142 398 1482 432</box>
role-label: துணை அமைப்பாளர்கள் : <box>68 1518 212 1530</box>
entry-text: பழ.வேந்திரன், 4/11, ஓடையகாடு, ஊத்துக்குளி மத்திய, பெருந்துறை, ஊத்துக்குளி, ஈரோடு. <box>784 690 1124 720</box>
booth-number: பாகம் – 253 : <box>784 294 847 323</box>
header-rule-left <box>96 79 665 82</box>
sub-heading: பாக அமைப்பாளர் : <box>903 274 1005 286</box>
entry-text: (1) ப.தமிழ்ச்செல்வன், எலந்தக்காட்டு புதூர், புஞ்சை தளவாய்பாளையம், ஊத்துகுழி, திருப்பூர். (2) கா.முத்துக்குமார், எலந்தக்காட்டு புதூர், புஞ்சை தளவாய்பாளையம், ஊத்துகுழி, திருப்பூர். (3) கா.சுகுமேல், எலந்தக்காட்டு புதூர், புஞ்சை தளவாய்பாளையம், ஊத்துகுழி, திருப்பூர். <box>68 1757 408 1836</box>
role-label: அமைப்பாளர் : <box>1142 978 1220 991</box>
role-label: அமைப்பாளர் : <box>1142 1546 1223 1559</box>
entry-paragraph <box>1142 436 1482 519</box>
entry-paragraph <box>426 1568 766 1651</box>
entry-text: அதினேஷ்குமார், 3/216, மேற்கு புதூர், கூனம் பட்டி, பல்லக்கவுண்டன்பாளையம், ஊத்துக்குளி, ஈரோடு. <box>784 843 1124 873</box>
branch-heading: புஞ்சை தளவாய்பாளையம் ஆதிதிராவிடர் கிளை <box>447 396 745 412</box>
role-label: துணை அமைப்பாளர்கள் : <box>784 202 945 215</box>
entry-paragraph <box>784 879 1124 979</box>
booth-number: பாகம் – 129 : <box>1142 1452 1205 1481</box>
role-label: துணை அமைப்பாளர்கள் : <box>784 456 916 469</box>
entry-text: (1) பெ.லோகு, 5/260, கூனம் பட்டி, குன்னத்தூர், ஊத்துக்குளி. (2) ந.ஜெகதீஸ், கூனம்பட்டிபுதூர், குன்னத்தூர், ஊத்துக்குளி. (3) மு.அருணாசலம், 3/58, கூனம்பட்டிபுதூர், குன்னத்தூர், ஊத்துக்குளி. <box>1142 1016 1482 1078</box>
role-label: அமைப்பாளர் : <box>426 938 503 951</box>
entry-text: (1) சா.பூபதி, சலப்பாளையம், புஞ்சை தளவாய் பாளையம், சிஎஸ்ஐ ஊத்துக்குளி, திருப்பூர். (2) ஈதாசாஜ், சலப்பாளையம், புஞ்சை தளவாய் பாளையம், சிஎஸ்ஐ ஊத்துக்குளி, திருப்பூர். <box>68 940 408 1002</box>
role-label: துணை அமைப்பாளர்கள் : <box>1142 1016 1281 1029</box>
entry-text: அ.குரியப்பிரகாஷ், 3/56, கூனம்பட்டி, பல்லக்கவுண்டன்பாளையம், திருப்பூர், ஊத்துக்குளி, ஈரோடு. <box>784 1013 1124 1042</box>
role-label: அமைப்பாளர் : <box>426 1057 515 1070</box>
role-label: துணை அமைப்பாளர்கள் : <box>68 940 206 953</box>
entry-paragraph <box>426 1415 766 1498</box>
